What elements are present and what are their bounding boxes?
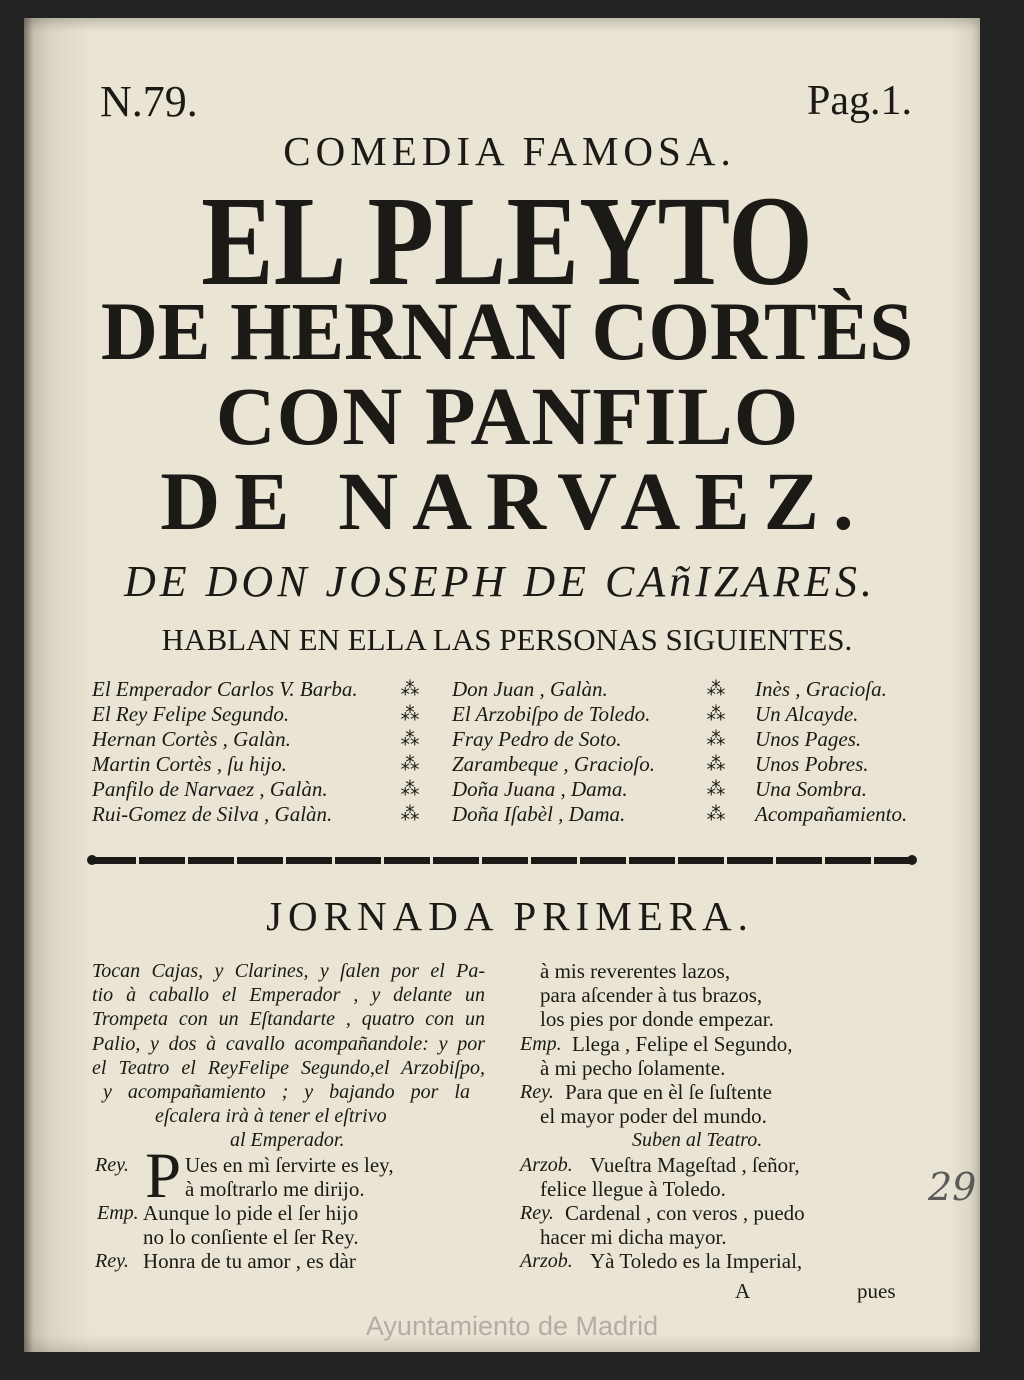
stage-direction-line: eſcalera irà à tener el eſtrivo	[155, 1105, 387, 1128]
verse-line	[92, 1249, 485, 1273]
stage-direction-line: y acompañamiento ; y bajando por la	[103, 1080, 470, 1103]
cast-entry: Doña Juana , Dama.	[452, 777, 628, 801]
page-number: Pag.1.	[807, 78, 912, 124]
left-text-column	[92, 959, 485, 1273]
title-line-3: CON PANFILO	[215, 370, 800, 462]
stage-direction-line: Palio, y dos à cavallo acompañandole: y por	[92, 1032, 485, 1055]
play-number: N.79.	[100, 77, 198, 126]
speaker-label: Emp.	[97, 1201, 139, 1224]
drop-cap: P	[145, 1139, 182, 1212]
asterism-ornament: ⁂	[706, 803, 726, 825]
verse-text: Para que en èl ſe ſuſtente	[565, 1079, 772, 1104]
asterism-ornament: ⁂	[706, 778, 726, 800]
speaker-label: Arzob.	[520, 1250, 573, 1273]
speaker-label: Rey.	[95, 1153, 129, 1176]
asterism-ornament: ⁂	[706, 678, 726, 700]
cast-entry: Don Juan , Galàn.	[452, 677, 608, 701]
stage-direction-line: al Emperador.	[230, 1129, 345, 1152]
speaker-label: Rey.	[520, 1080, 554, 1103]
asterism-ornament: ⁂	[400, 778, 420, 800]
verse-text: Aunque lo pide el ſer hijo	[143, 1200, 359, 1225]
verse-line	[520, 1032, 860, 1056]
right-text-column	[520, 959, 860, 1273]
asterism-ornament: ⁂	[400, 753, 420, 775]
stage-direction-line: tio à caballo el Emperador , y delante un	[92, 984, 485, 1007]
cast-entry: Inès , Gracioſa.	[755, 677, 887, 701]
act-title: JORNADA PRIMERA.	[266, 893, 754, 939]
cast-entry: El Arzobiſpo de Toledo.	[452, 702, 651, 726]
cast-entry: Martin Cortès , ſu hijo.	[92, 752, 287, 776]
verse-line: felice llegue à Toledo.	[540, 1176, 726, 1201]
asterism-ornament: ⁂	[400, 678, 420, 700]
verse-text: Ues en mì ſervirte es ley,	[185, 1152, 394, 1177]
speaker-label: Emp.	[520, 1032, 562, 1055]
author-line: DE DON JOSEPH DE CAñIZARES.	[123, 557, 876, 606]
verse-line: hacer mi dicha mayor.	[540, 1225, 727, 1250]
archive-watermark: Ayuntamiento de Madrid	[365, 1311, 659, 1341]
cast-entry: Zarambeque , Gracioſo.	[452, 752, 655, 776]
asterism-ornament: ⁂	[706, 703, 726, 725]
verse-line	[92, 1201, 485, 1225]
asterism-ornament: ⁂	[400, 728, 420, 750]
ornament-column-1	[386, 677, 434, 827]
catchword: pues	[857, 1279, 896, 1303]
cast-entry: El Emperador Carlos V. Barba.	[92, 677, 358, 701]
ornament-column-2	[692, 677, 740, 827]
stage-direction-line: Tocan Cajas, y Clarines, y ſalen por el Pa-	[92, 960, 485, 982]
cast-entry: Unos Pobres.	[755, 752, 869, 776]
rule-end-dot	[907, 855, 917, 865]
verse-text: Yà Toledo es la Imperial,	[590, 1249, 803, 1274]
decorative-rule	[90, 857, 914, 864]
stage-direction-line: Trompeta con un Eſtandarte , quatro con un	[92, 1008, 485, 1031]
cast-entry: Doña Iſabèl , Dama.	[452, 802, 626, 826]
cast-entry: Un Alcayde.	[755, 702, 859, 726]
cast-entry: Panfilo de Narvaez , Galàn.	[92, 777, 328, 801]
rule-end-dot	[87, 855, 97, 865]
signature-mark: A	[735, 1279, 751, 1303]
title-line-1: EL PLEYTO	[201, 170, 813, 312]
verse-line	[520, 1201, 860, 1225]
asterism-ornament: ⁂	[400, 803, 420, 825]
verse-line	[520, 1153, 860, 1177]
speaker-label: Rey.	[95, 1250, 129, 1273]
cast-entry: Una Sombra.	[755, 777, 868, 801]
cast-heading: HABLAN EN ELLA LAS PERSONAS SIGUIENTES.	[161, 622, 853, 657]
title-line-2: DE HERNAN CORTÈS	[100, 285, 914, 377]
cast-entry: El Rey Felipe Segundo.	[92, 702, 290, 726]
verse-line	[520, 1080, 860, 1104]
verse-line: el mayor poder del mundo.	[540, 1104, 767, 1129]
verse-line: no lo conſiente el ſer Rey.	[143, 1225, 359, 1250]
stage-direction-line: el Teatro el ReyFelipe Segundo,el Arzobiſpo,	[92, 1056, 485, 1079]
cast-entry: Acompañamiento.	[755, 802, 908, 826]
speaker-label: Arzob.	[520, 1153, 573, 1176]
verse-text: Honra de tu amor , es dàr	[143, 1249, 356, 1274]
verse-text: Llega , Felipe el Segundo,	[572, 1031, 793, 1056]
title-line-4: DE NARVAEZ.	[160, 455, 868, 547]
cast-entry: Rui-Gomez de Silva , Galàn.	[92, 802, 333, 826]
verse-line: para aſcender à tus brazos,	[540, 983, 763, 1008]
verse-line	[520, 1249, 860, 1273]
asterism-ornament: ⁂	[706, 728, 726, 750]
asterism-ornament: ⁂	[706, 753, 726, 775]
verse-text: Cardenal , con veros , puedo	[565, 1200, 805, 1225]
asterism-ornament: ⁂	[400, 703, 420, 725]
verse-line: à moſtrarlo me dirijo.	[185, 1176, 365, 1201]
cast-column-3	[755, 677, 907, 827]
cast-column-2	[452, 677, 655, 827]
cast-entry: Fray Pedro de Soto.	[452, 727, 622, 751]
genre-heading: COMEDIA FAMOSA.	[283, 128, 736, 174]
stage-direction-line: Suben al Teatro.	[632, 1129, 763, 1152]
cast-entry: Unos Pages.	[755, 727, 862, 751]
cast-entry: Hernan Cortès , Galàn.	[92, 727, 291, 751]
verse-line: los pies por donde empezar.	[540, 1007, 774, 1032]
verse-line: à mis reverentes lazos,	[540, 959, 731, 983]
verse-line: à mi pecho ſolamente.	[540, 1055, 726, 1080]
speaker-label: Rey.	[520, 1201, 554, 1224]
verse-text: Vueſtra Mageſtad , ſeñor,	[590, 1152, 800, 1177]
handwritten-folio-number: 29	[928, 1165, 977, 1209]
cast-column-1	[92, 677, 358, 827]
